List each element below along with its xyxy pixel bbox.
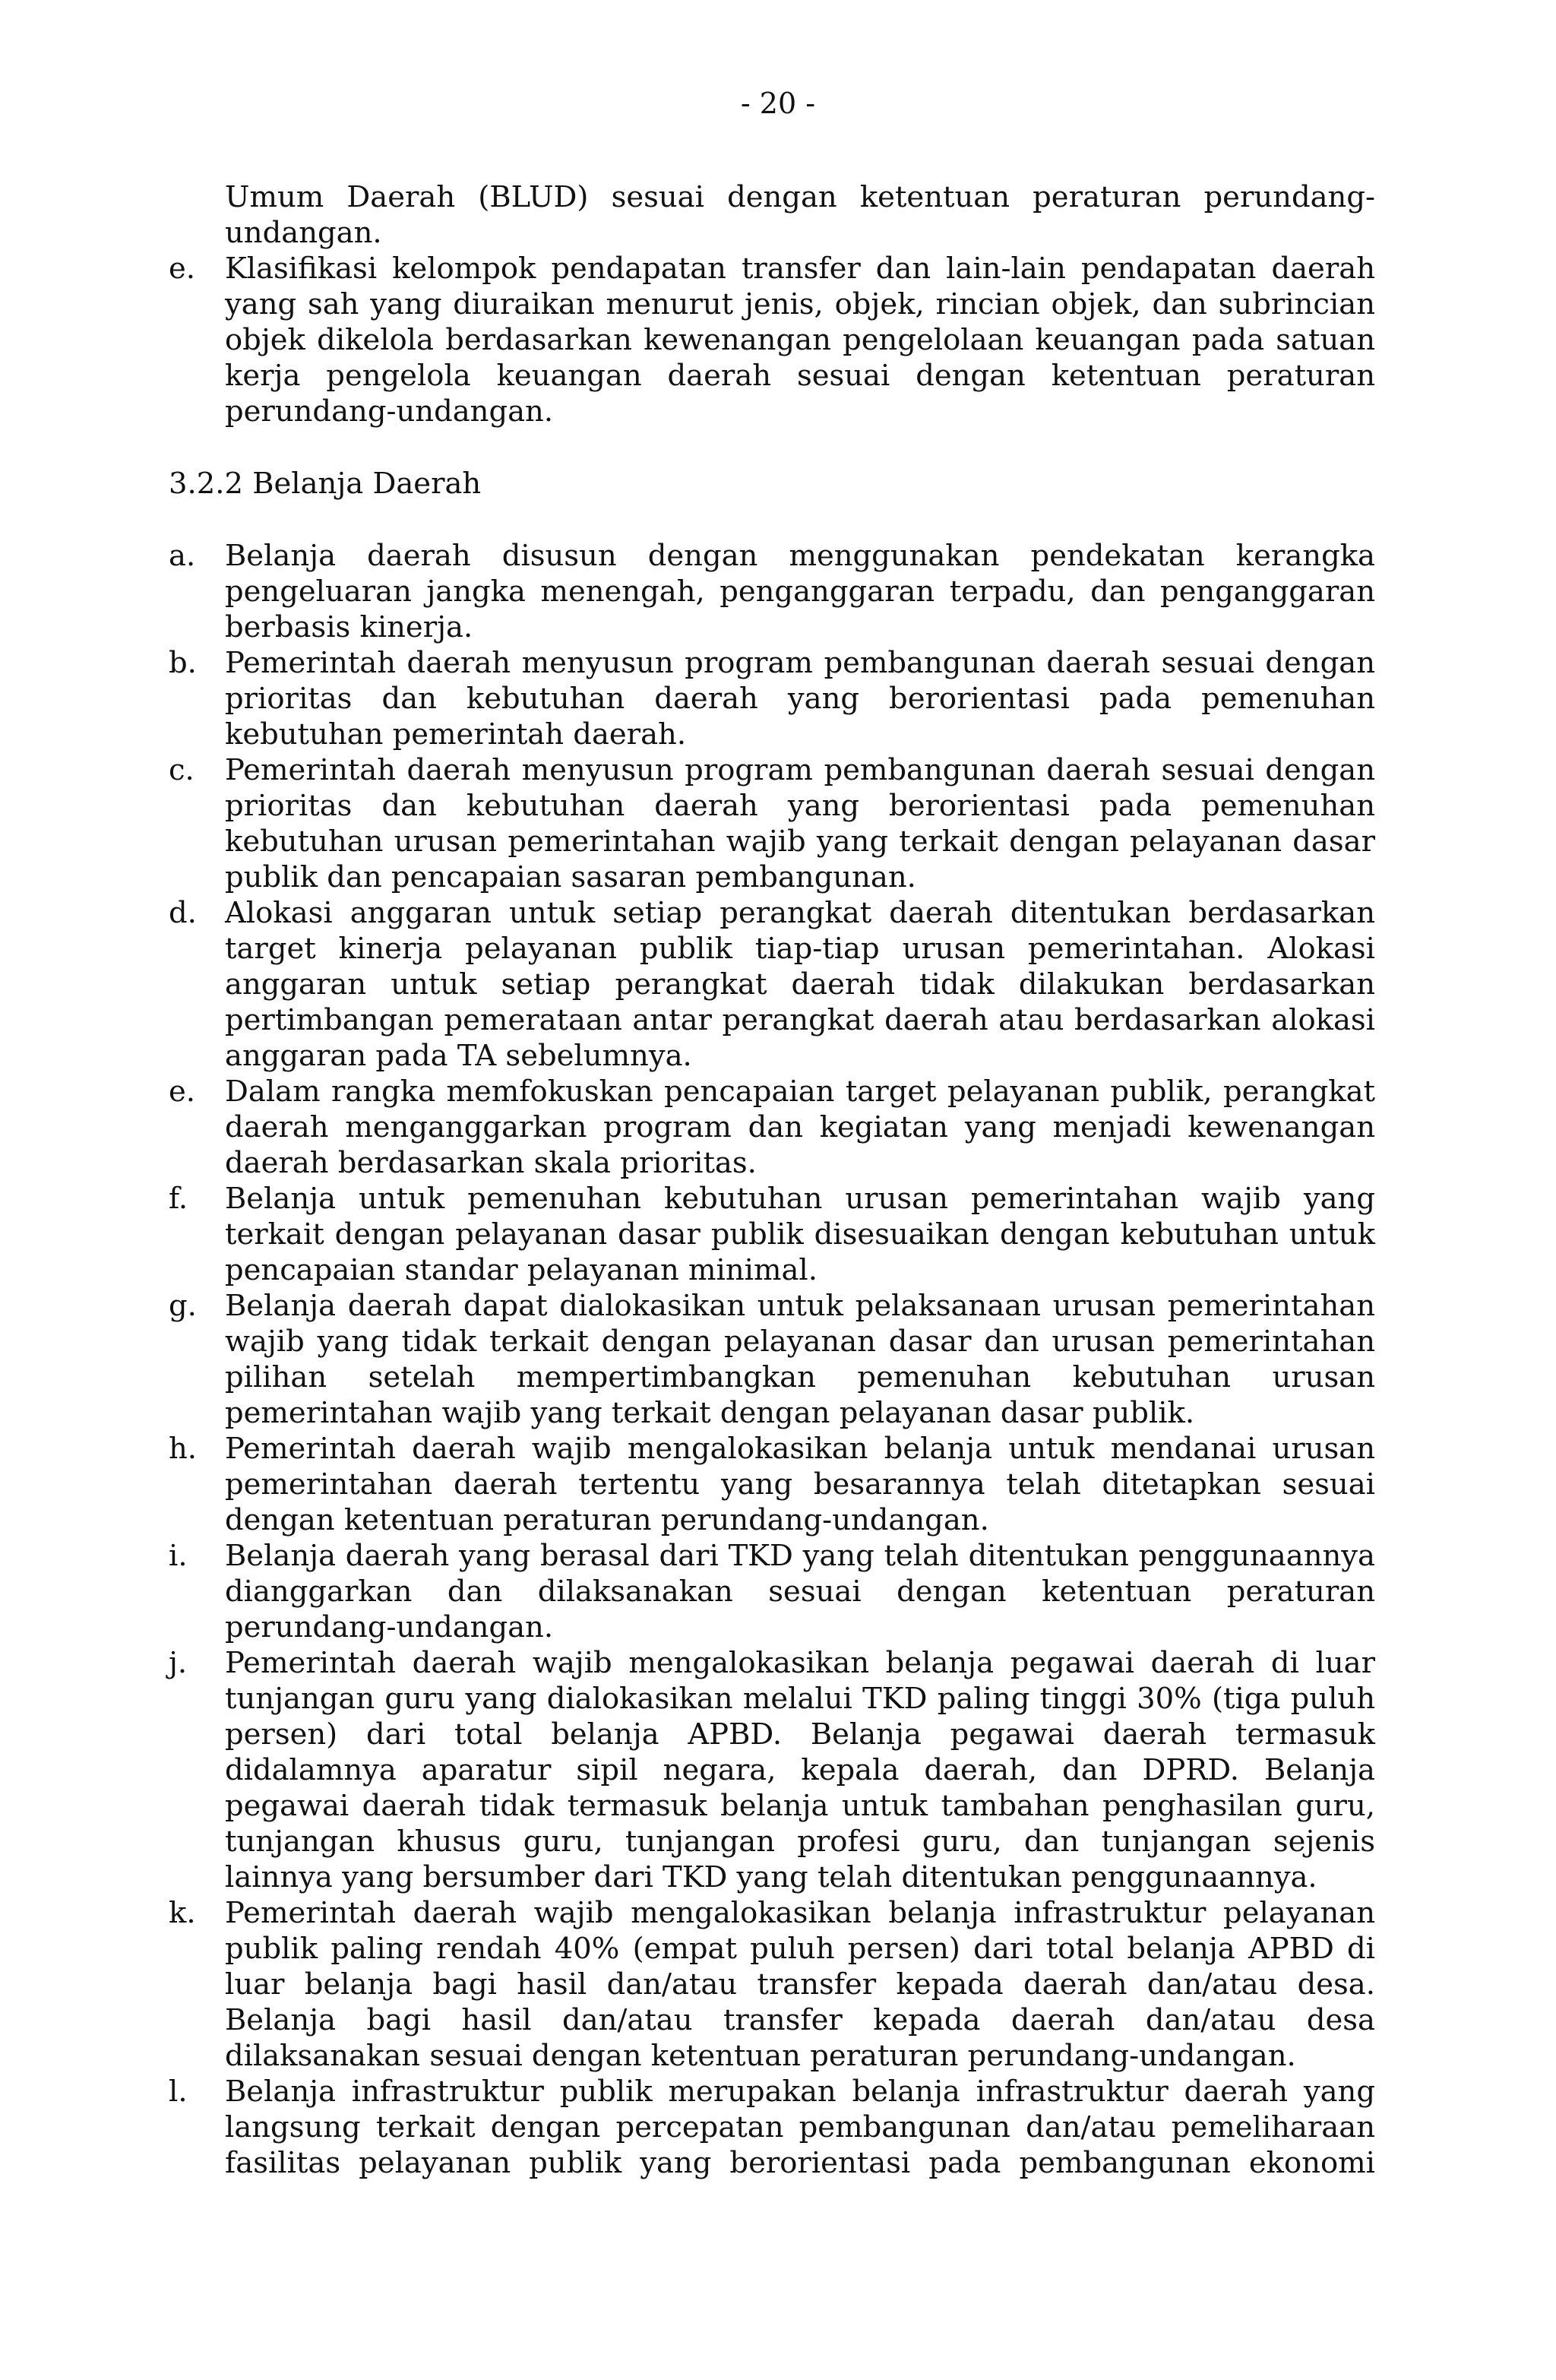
list-item-j <box>169 1645 1375 1895</box>
list-item-i <box>169 1538 1375 1645</box>
list-item-text: Pemerintah daerah wajib mengalokasikan belanja pegawai daerah di luar tunjangan guru yang dialokasikan melalui TKD paling tinggi 30% (tiga puluh persen) dari total belanja APBD. Belanja pegawai daerah termasuk didalamnya aparatur sipil negara, kepala daerah, dan DPRD. Belanja pegawai daerah tidak termasuk belanja untuk tambahan penghasilan guru, tunjangan khusus guru, tunjangan profesi guru, dan tunjangan sejenis lainnya yang bersumber dari TKD yang telah ditentukan penggunaannya. <box>225 1646 1375 1894</box>
list-marker: g. <box>169 1289 197 1323</box>
list-item-text: Belanja daerah yang berasal dari TKD yang telah ditentukan penggunaannya dianggarkan dan dilaksanakan sesuai dengan ketentuan peraturan perundang-undangan. <box>225 1539 1375 1644</box>
list-item-f <box>169 1181 1375 1288</box>
list-item-text: Alokasi anggaran untuk setiap perangkat daerah ditentukan berdasarkan target kinerja pelayanan publik tiap-tiap urusan pemerintahan. Alokasi anggaran untuk setiap perangkat daerah tidak dilakukan berdasarkan pertimbangan pemerataan antar perangkat daerah atau berdasarkan alokasi anggaran pada TA sebelumnya. <box>225 896 1375 1073</box>
intro-list-item-e <box>169 251 1375 429</box>
list-item-text: Klasifikasi kelompok pendapatan transfer dan lain-lain pendapatan daerah yang sah yang diuraikan menurut jenis, objek, rincian objek, dan subrincian objek dikelola berdasarkan kewenangan pengelolaan keuangan pada satuan kerja pengelola keuangan daerah sesuai dengan ketentuan peraturan perundang-undangan. <box>225 252 1375 429</box>
list-item-text: Belanja infrastruktur publik merupakan belanja infrastruktur daerah yang langsung terkait dengan percepatan pembangunan dan/atau pemeliharaan fasilitas pelayanan publik yang berorientasi pada pembangunan ekonomi <box>225 2075 1375 2180</box>
belanja-daerah-list <box>169 538 1375 2181</box>
list-marker: c. <box>169 753 194 787</box>
list-marker: l. <box>169 2075 188 2109</box>
list-marker: d. <box>169 896 197 930</box>
list-item-text: Belanja daerah dapat dialokasikan untuk pelaksanaan urusan pemerintahan wajib yang tidak terkait dengan pelayanan dasar dan urusan pemerintahan pilihan setelah mempertimbangkan pemenuhan kebutuhan urusan pemerintahan wajib yang terkait dengan pelayanan dasar publik. <box>225 1289 1375 1430</box>
document-body <box>169 179 1375 2181</box>
list-marker: j. <box>169 1646 188 1680</box>
intro-continuation: Umum Daerah (BLUD) sesuai dengan ketentuan peraturan perundang-undangan. <box>225 180 1375 250</box>
list-item-a <box>169 538 1375 645</box>
list-marker: f. <box>169 1182 188 1216</box>
list-item-text: Pemerintah daerah wajib mengalokasikan belanja untuk mendanai urusan pemerintahan daerah tertentu yang besarannya telah ditetapkan sesuai dengan ketentuan peraturan perundang-undangan. <box>225 1432 1375 1537</box>
list-item-k <box>169 1895 1375 2074</box>
list-item-text: Dalam rangka memfokuskan pencapaian target pelayanan publik, perangkat daerah menganggarkan program dan kegiatan yang menjadi kewenangan daerah berdasarkan skala prioritas. <box>225 1074 1375 1180</box>
list-marker: i. <box>169 1539 188 1573</box>
list-marker: e. <box>169 1074 196 1109</box>
list-item-d <box>169 895 1375 1074</box>
page-number: - 20 - <box>740 87 816 120</box>
list-item-g <box>169 1288 1375 1431</box>
list-marker: h. <box>169 1432 198 1466</box>
list-marker: b. <box>169 646 197 680</box>
list-item-h <box>169 1431 1375 1538</box>
list-marker: e. <box>169 252 196 286</box>
list-item-e <box>169 1074 1375 1181</box>
list-item-text: Belanja daerah disusun dengan menggunakan pendekatan kerangka pengeluaran jangka menengah, penganggaran terpadu, dan penganggaran berbasis kinerja. <box>225 539 1375 644</box>
list-item-text: Belanja untuk pemenuhan kebutuhan urusan pemerintahan wajib yang terkait dengan pelayanan dasar publik disesuaikan dengan kebutuhan untuk pencapaian standar pelayanan minimal. <box>225 1182 1375 1287</box>
list-marker: a. <box>169 539 196 573</box>
list-item-c <box>169 752 1375 895</box>
list-item-text: Pemerintah daerah menyusun program pembangunan daerah sesuai dengan prioritas dan kebutuhan daerah yang berorientasi pada pemenuhan kebutuhan pemerintah daerah. <box>225 646 1375 752</box>
list-item-text: Pemerintah daerah menyusun program pembangunan daerah sesuai dengan prioritas dan kebutuhan daerah yang berorientasi pada pemenuhan kebutuhan urusan pemerintahan wajib yang terkait dengan pelayanan dasar publik dan pencapaian sasaran pembangunan. <box>225 753 1375 894</box>
list-item-text: Pemerintah daerah wajib mengalokasikan belanja infrastruktur pelayanan publik paling rendah 40% (empat puluh persen) dari total belanja APBD di luar belanja bagi hasil dan/atau transfer kepada daerah dan/atau desa. Belanja bagi hasil dan/atau transfer kepada daerah dan/atau desa dilaksanakan sesuai dengan ketentuan peraturan perundang-undangan. <box>225 1896 1375 2073</box>
section-heading: 3.2.2 Belanja Daerah <box>169 467 482 501</box>
list-item-l <box>169 2074 1375 2181</box>
list-item-b <box>169 645 1375 752</box>
list-marker: k. <box>169 1896 196 1930</box>
